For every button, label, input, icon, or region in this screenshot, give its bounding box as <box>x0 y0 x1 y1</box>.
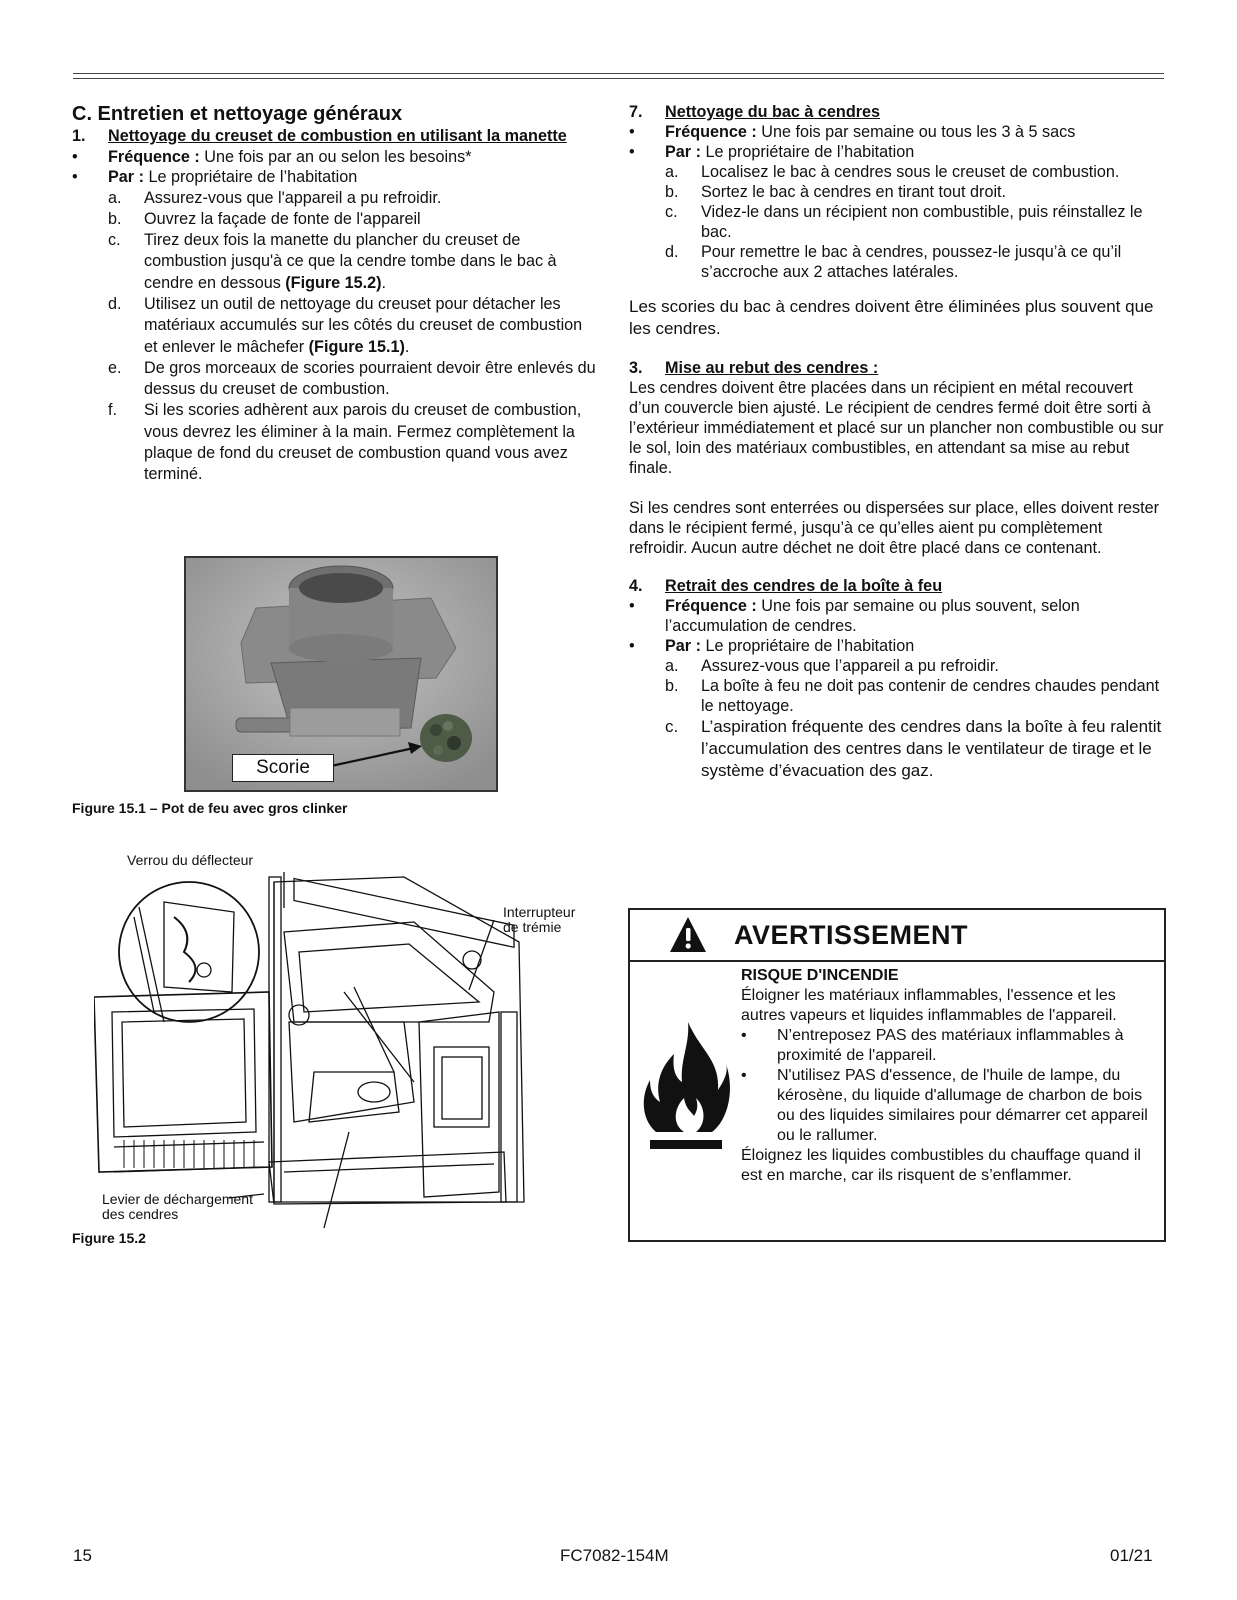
step-letter: d. <box>665 243 679 261</box>
warning-body <box>741 966 1156 1186</box>
step-end: . <box>404 337 410 356</box>
step-text: Pour remettre le bac à cendres, poussez-le jusqu’à ce qu’il s’accroche aux 2 attaches latérales. <box>701 243 1122 281</box>
step-text: Tirez deux fois la manette du plancher du creuset de combustion jusqu'à ce que la cendre tombe dans le bac à cendre en dessous <box>144 231 557 292</box>
step-c <box>629 716 1164 782</box>
step-text: Utilisez un outil de nettoyage du creuset pour détacher les matériaux accumulés sur les côtés du creuset de combustion et enlever le mâchefer <box>144 294 583 356</box>
header-rule-top <box>73 73 1164 74</box>
bullet-symbol: • <box>629 597 635 615</box>
step-letter: c. <box>665 203 678 221</box>
step-c <box>72 230 597 294</box>
step-d <box>629 242 1164 282</box>
section-title: C. Entretien et nettoyage généraux <box>72 103 403 125</box>
disposal-paragraph-1: Les cendres doivent être placées dans un récipient en métal recouvert d’un couvercle bien ajusté. Le récipient de cendres fermé doit être sorti à l’extérieur immédiatement et placé sur un plancher non combustible ou sur le sol, loin des matériaux combustibles, en attendant sa mise au rebut finale. <box>629 379 1164 477</box>
item-number: 1. <box>72 127 86 145</box>
step-text: Sortez le bac à cendres en tirant tout droit. <box>701 183 1007 201</box>
label-hopper-switch: Interrupteur de trémie <box>503 904 576 935</box>
item-3-heading <box>629 358 1164 378</box>
label-baffle-latch: Verrou du déflecteur <box>127 852 254 868</box>
bullet-label: Fréquence : <box>665 597 757 615</box>
bullet-by <box>629 636 1164 656</box>
step-text: De gros morceaux de scories pourraient devoir être enlevés du dessus du creuset de combustion. <box>144 358 596 399</box>
warning-outro: Éloignez les liquides combustibles du chauffage quand il est en marche, car ils risquent de s’enflammer. <box>741 1147 1141 1184</box>
step-letter: e. <box>108 358 122 377</box>
bullet-label: Fréquence : <box>665 123 757 141</box>
warning-bullet-text: N’entreposez PAS des matériaux inflammables à proximité de l'appareil. <box>777 1027 1124 1064</box>
disposal-paragraph-2: Si les cendres sont enterrées ou dispersées sur place, elles doivent rester dans le récipient fermé, jusqu’à ce qu’elles aient pu complètement refroidir. Aucun autre déchet ne doit être placé dans ce contenant. <box>629 499 1159 557</box>
step-text: Ouvrez la façade de fonte de l'appareil <box>144 209 421 228</box>
bullet-text: Une fois par an ou selon les besoins* <box>199 147 472 166</box>
step-letter: b. <box>665 183 679 201</box>
warning-bullet-1: • N’entreposez PAS des matériaux inflammables à proximité de l'appareil. <box>741 1026 1156 1066</box>
step-b <box>72 209 597 230</box>
stove-line-drawing <box>94 872 544 1228</box>
figure-15-2-caption: Figure 15.2 <box>72 1230 146 1246</box>
step-letter: c. <box>108 231 121 250</box>
bullet-text: Une fois par semaine ou plus souvent, selon l’accumulation de cendres. <box>665 597 1080 635</box>
right-column <box>629 102 1164 782</box>
step-letter: d. <box>108 294 122 313</box>
step-a <box>72 188 597 209</box>
step-a <box>629 656 1164 676</box>
scories-note: Les scories du bac à cendres doivent être éliminées plus souvent que les cendres. <box>629 297 1154 338</box>
item-number: 4. <box>629 577 643 595</box>
step-end: . <box>381 273 387 292</box>
bullet-symbol: • <box>629 123 635 141</box>
bullet-symbol: • <box>72 168 78 186</box>
step-e <box>72 358 597 401</box>
step-text: Localisez le bac à cendres sous le creuset de combustion. <box>701 163 1120 181</box>
document-code: FC7082-154M <box>560 1546 669 1565</box>
step-text: La boîte à feu ne doit pas contenir de cendres chaudes pendant le nettoyage. <box>701 677 1160 715</box>
warning-header <box>630 910 1164 962</box>
step-letter: b. <box>665 677 679 695</box>
step-d <box>72 294 597 358</box>
step-f <box>72 400 597 485</box>
item-number: 7. <box>629 103 643 121</box>
warning-subtitle: RISQUE D'INCENDIE <box>741 967 899 984</box>
figure-15-1-photo <box>184 556 498 792</box>
step-letter: a. <box>665 163 679 181</box>
item-1-heading <box>72 126 597 147</box>
step-text: Si les scories adhèrent aux parois du creuset de combustion, vous devrez les éliminer à la main. Fermez complètement la plaque de fond du creuset de combustion quand vous avez terminé. <box>144 401 582 484</box>
figure-15-2-diagram <box>94 872 544 1228</box>
step-letter: f. <box>108 401 117 420</box>
warning-box <box>628 908 1166 1242</box>
clinker-chunk <box>420 714 472 762</box>
bullet-symbol: • <box>629 637 635 655</box>
bullet-text: Une fois par semaine ou tous les 3 à 5 sacs <box>756 123 1076 141</box>
step-letter: c. <box>665 717 679 736</box>
bullet-frequency <box>629 122 1164 142</box>
warning-triangle-icon <box>668 915 708 955</box>
item-number: 3. <box>629 359 643 377</box>
item-title: Nettoyage du creuset de combustion en utilisant la manette <box>108 127 567 145</box>
bullet-symbol: • <box>72 147 78 166</box>
bullet-text: Le propriétaire de l’habitation <box>701 637 915 655</box>
warning-title: AVERTISSEMENT <box>734 919 969 950</box>
bullet-frequency <box>72 147 597 168</box>
step-text: Videz-le dans un récipient non combustible, puis réinstallez le bac. <box>701 203 1143 241</box>
step-c <box>629 202 1164 242</box>
warning-bullet-2: • N'utilisez PAS d'essence, de l'huile de lampe, du kérosène, du liquide d'allumage de charbon de bois ou des liquides similaires pour démarrer cet appareil ou le rallumer. <box>741 1066 1156 1146</box>
bullet-label: Fréquence : <box>108 147 200 166</box>
warning-bullet-text: N'utilisez PAS d'essence, de l'huile de lampe, du kérosène, du liquide d'allumage de charbon de bois ou des liquides similaires pour démarrer cet appareil ou le rallumer. <box>777 1067 1148 1144</box>
figure-reference: (Figure 15.2) <box>285 273 382 292</box>
step-b <box>629 182 1164 202</box>
bullet-frequency <box>629 596 1164 636</box>
bullet-by <box>72 167 597 188</box>
step-letter: a. <box>108 188 122 207</box>
step-text: Assurez-vous que l’appareil a pu refroidir. <box>701 657 999 675</box>
bullet-text: Le propriétaire de l’habitation <box>144 168 358 186</box>
header-rule-bottom <box>73 78 1164 79</box>
warning-intro: Éloigner les matériaux inflammables, l'essence et les autres vapeurs et liquides inflammables de l'appareil. <box>741 987 1117 1024</box>
figure-15-1-caption: Figure 15.1 – Pot de feu avec gros clinker <box>72 800 348 816</box>
item-title: Mise au rebut des cendres : <box>665 359 879 377</box>
item-4-heading <box>629 576 1164 596</box>
scorie-label: Scorie <box>232 754 334 782</box>
figure-reference: (Figure 15.1) <box>308 337 405 356</box>
left-column <box>72 102 597 486</box>
step-b <box>629 676 1164 716</box>
bullet-label: Par : <box>665 143 701 161</box>
item-title: Nettoyage du bac à cendres <box>665 103 881 121</box>
item-7-heading <box>629 102 1164 122</box>
label-ash-dump-lever: Levier de déchargement des cendres <box>102 1192 253 1221</box>
step-letter: b. <box>108 209 122 228</box>
step-text: L’aspiration fréquente des cendres dans la boîte à feu ralentit l’accumulation des centres dans le ventilateur de tirage et le système d’évacuation des gaz. <box>701 717 1162 780</box>
bullet-label: Par : <box>665 637 701 655</box>
bullet-by <box>629 142 1164 162</box>
step-letter: a. <box>665 657 679 675</box>
bullet-label: Par : <box>108 168 144 186</box>
bullet-symbol: • <box>629 143 635 161</box>
page-number: 15 <box>73 1546 92 1565</box>
item-title: Retrait des cendres de la boîte à feu <box>665 577 943 595</box>
step-text: Assurez-vous que l'appareil a pu refroidir. <box>144 188 442 207</box>
flame-icon <box>640 1020 730 1160</box>
bullet-text: Le propriétaire de l’habitation <box>701 143 915 161</box>
step-a <box>629 162 1164 182</box>
revision-date: 01/21 <box>1110 1546 1153 1565</box>
